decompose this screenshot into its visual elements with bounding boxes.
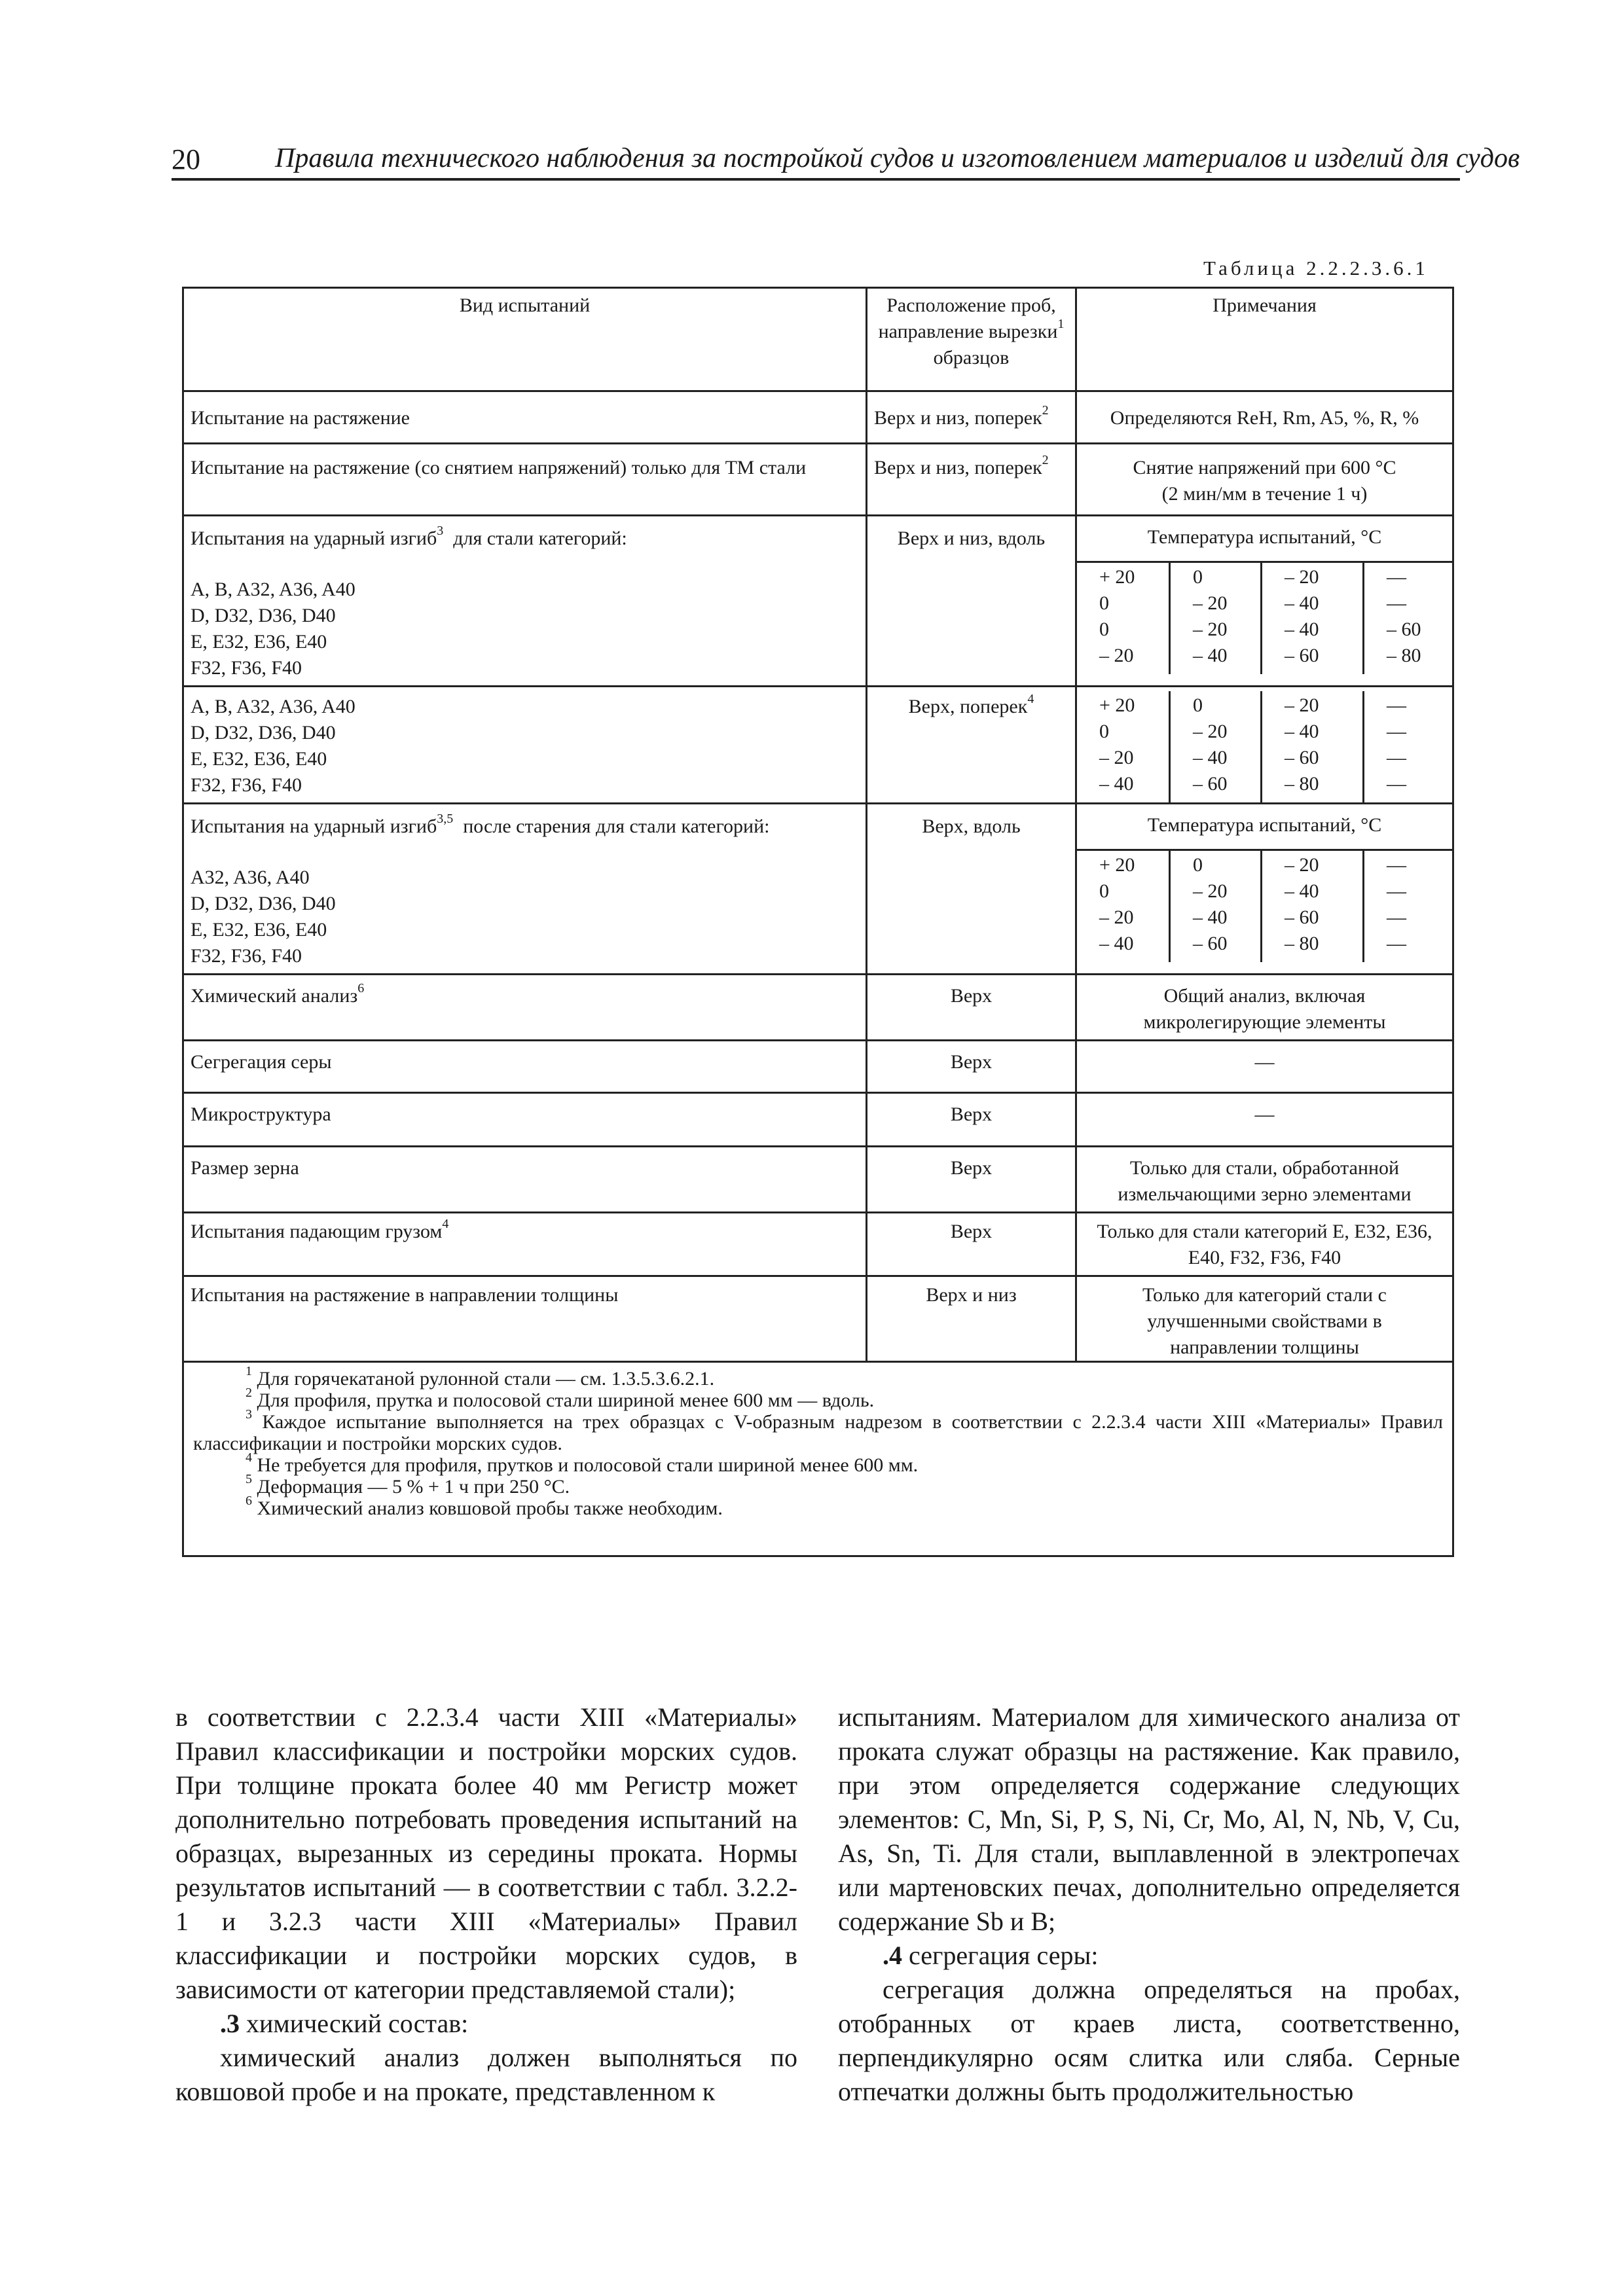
temp-col-1: + 20 0 0 – 20 [1099,566,1135,666]
temp-col-2: 0 – 20 – 40 – 60 [1169,691,1260,802]
footnote-2: $^2$ Для профиля, прутка и полосовой стали шириной менее 600 мм — вдоль. [246,1386,875,1411]
cell-note: Только для стали категорий E, E32, E36, E40, F32, F36, F40 [1076,1213,1453,1276]
row-grain-size [183,1147,1453,1213]
cell-note: — [1076,1093,1453,1147]
col-header-notes: Примечания [1076,288,1453,391]
steel-categories: A32, A36, A40 D, D32, D36, D40 E, E32, E36, E40 F32, F36, F40 [191,867,336,967]
col-header-location: Расположение проб, направление вырезки$^1$ образцов [867,288,1076,391]
temp-col-4: — — — — [1362,691,1454,802]
temperature-header: Температура испытаний, °С [1077,804,1452,851]
footnote-5: $^5$ Деформация — 5 % + 1 ч при 250 °С. [246,1472,570,1498]
temp-col-2: 0 – 20 – 20 – 40 [1169,563,1260,674]
footnote-1: $^1$ Для горячекатаной рулонной стали — см. 1.3.5.3.6.2.1. [246,1364,715,1390]
cell-location: Верх, вдоль [867,804,1076,975]
temp-col-2: 0 – 20 – 40 – 60 [1169,851,1260,962]
cell-note: Снятие напряжений при 600 °С (2 мин/мм в течение 1 ч) [1076,444,1453,516]
row-impact-1 [183,516,1453,687]
body-column-right [838,1700,1460,2109]
tests-table [182,287,1454,1557]
cell-name: Микроструктура [183,1093,867,1147]
row-impact-aged [183,804,1453,975]
body-column-left [175,1700,797,2109]
cell-location: Верх, поперек$^4$ [867,687,1076,804]
cell-name: Испытание на растяжение (со снятием напряжений) только для ТМ стали [183,444,867,516]
temperature-header: Температура испытаний, °С [1077,516,1452,563]
cell-location: Верх [867,1093,1076,1147]
cell-location: Верх [867,975,1076,1041]
footnote-4: $^4$ Не требуется для профиля, прутков и полосовой стали шириной менее 600 мм. [246,1450,919,1476]
table-caption: Таблица 2.2.2.3.6.1 [1203,257,1429,279]
cell-name: Сегрегация серы [183,1041,867,1093]
temperature-values [1077,563,1452,674]
footnotes [183,1362,1453,1556]
row-tensile-relief [183,444,1453,516]
cell-temperatures [1076,804,1453,975]
section-heading-chemical: .3 химический состав: [220,2009,469,2038]
cell-name: Испытание на растяжение [183,391,867,444]
temp-col-4: — — – 60 – 80 [1362,563,1454,674]
body-paragraph: испытаниям. Материалом для химического анализа от проката служат образцы на растяжение. Как правило, при этом определяется содержание следующих элементов: C, Mn, Si, P, S, Ni, Cr, Mo, Al, N, Nb, V, Cu, As, Sn, Ti. Для стали, выплавленной в электропечах или мартеновских печах, дополнительно определяется содержание Sb и B; [838,1702,1460,1936]
cell-note: Определяются ReH, Rm, A5, %, R, % [1076,391,1453,444]
cell-name: Размер зерна [183,1147,867,1213]
cell-name: Испытания падающим грузом$^4$ [183,1213,867,1276]
row-impact-2 [183,687,1453,804]
page-number: 20 [172,143,200,175]
running-title: Правила технического наблюдения за постройкой судов и изготовлением материалов и изделий для судов [275,143,1520,173]
cell-temperatures [1076,687,1453,804]
temp-col-3: – 20 – 40 – 60 – 80 [1260,851,1362,962]
cell-location: Верх и низ, поперек$^2$ [867,391,1076,444]
cell-name: Испытания на растяжение в направлении толщины [183,1276,867,1362]
footnotes-row [183,1362,1453,1556]
cell-location: Верх и низ, вдоль [867,516,1076,687]
body-paragraph: сегрегация должна определяться на пробах, отобранных от краев листа, соответственно, перпендикулярно осям слитка или сляба. Серные отпечатки должны быть продолжительностью [838,1975,1460,2106]
cell-location: Верх [867,1147,1076,1213]
temperature-values [1077,851,1452,962]
cell-location: Верх и низ, поперек$^2$ [867,444,1076,516]
body-paragraph: химический анализ должен выполняться по ковшовой пробе и на прокате, представленном к [175,2043,797,2106]
row-microstructure [183,1093,1453,1147]
temp-col-1: + 20 0 – 20 – 40 [1099,694,1135,795]
cell-temperatures [1076,516,1453,687]
cell-name [183,687,867,804]
steel-categories: A, B, A32, A36, A40 D, D32, D36, D40 E, E32, E36, E40 F32, F36, F40 [191,696,356,796]
cell-name: Испытания на ударный изгиб$^3$ для стали категорий: A, B, A32, A36, A40 D, D32, D36, D40 E, E32, E36, E40 F32, F36, F40 [183,516,867,687]
row-chemical [183,975,1453,1041]
table-header-row [183,288,1453,391]
col-header-test-type: Вид испытаний [183,288,867,391]
cell-note: Общий анализ, включая микролегирующие элементы [1076,975,1453,1041]
body-paragraph: в соответствии с 2.2.3.4 части XIII «Материалы» Правил классификации и постройки морских судов. При толщине проката более 40 мм Регистр может дополнительно потребовать проведения испытаний на образцах, вырезанных из середины проката. Нормы результатов испытаний — в соответствии с табл. 3.2.2-1 и 3.2.3 части XIII «Материалы» Правил классификации и постройки морских судов, в зависимости от категории представляемой стали); [175,1702,797,2004]
temperature-values [1077,687,1452,802]
cell-name: Химический анализ$^6$ [183,975,867,1041]
footnote-6: $^6$ Химический анализ ковшовой пробы также необходим. [246,1494,723,1519]
row-sulfur [183,1041,1453,1093]
footnote-3: $^3$ Каждое испытание выполняется на трех образцах с V-образным надрезом в соответствии с 2.2.3.4 части XIII «Материалы» Правил классификации и постройки морских судов. [193,1407,1443,1454]
section-heading-sulfur: .4 сегрегация серы: [883,1941,1099,1970]
row-drop-weight [183,1213,1453,1276]
cell-name: Испытания на ударный изгиб$^{3,5}$ после старения для стали категорий: A32, A36, A40 D, D32, D36, D40 E, E32, E36, E40 F32, F36, F40 [183,804,867,975]
steel-categories: A, B, A32, A36, A40 D, D32, D36, D40 E, E32, E36, E40 F32, F36, F40 [191,579,356,679]
cell-note: Только для стали, обработанной измельчающими зерно элементами [1076,1147,1453,1213]
cell-note: — [1076,1041,1453,1093]
row-thickness [183,1276,1453,1362]
row-tensile [183,391,1453,444]
temp-col-3: – 20 – 40 – 60 – 80 [1260,691,1362,802]
temp-col-1: + 20 0 – 20 – 40 [1099,854,1135,954]
temp-col-3: – 20 – 40 – 40 – 60 [1260,563,1362,674]
cell-location: Верх [867,1041,1076,1093]
temp-col-4: — — — — [1362,851,1454,962]
header-rule [172,178,1460,181]
cell-location: Верх [867,1213,1076,1276]
cell-location: Верх и низ [867,1276,1076,1362]
cell-note: Только для категорий стали с улучшенными свойствами в направлении толщины [1076,1276,1453,1362]
